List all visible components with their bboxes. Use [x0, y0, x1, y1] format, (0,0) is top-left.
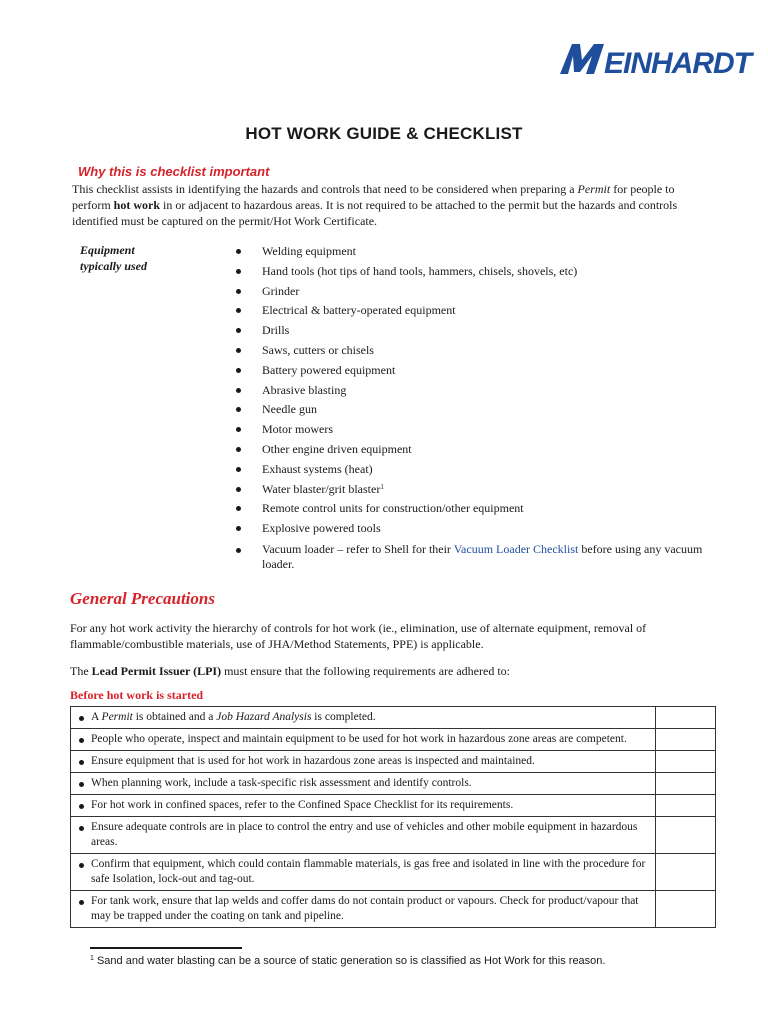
- checklist-item: Ensure equipment that is used for hot work in hazardous zone areas is inspected and maintained.: [71, 751, 656, 773]
- lpi-statement: The Lead Permit Issuer (LPI) must ensure that the following requirements are adhered to:: [70, 664, 511, 678]
- checklist-item: For hot work in confined spaces, refer to the Confined Space Checklist for its requirements.: [71, 795, 656, 817]
- bullet-icon: [79, 826, 84, 831]
- checklist-item: When planning work, include a task-specific risk assessment and identify controls.: [71, 773, 656, 795]
- checkbox-cell[interactable]: [656, 795, 716, 817]
- bullet-icon: [236, 447, 241, 452]
- bullet-icon: [236, 427, 241, 432]
- table-row: [71, 795, 716, 817]
- list-item: Exhaust systems (heat): [236, 460, 706, 480]
- vacuum-loader-checklist-link[interactable]: Vacuum Loader Checklist: [453, 541, 579, 556]
- bullet-icon: [236, 506, 241, 511]
- why-heading: Why this is checklist important: [78, 164, 270, 179]
- list-item: Needle gun: [236, 400, 706, 420]
- list-item: Hand tools (hot tips of hand tools, hammers, chisels, shovels, etc): [236, 262, 706, 282]
- checkbox-cell[interactable]: [656, 707, 716, 729]
- before-hot-work-heading: Before hot work is started: [70, 688, 204, 702]
- footnote-ref[interactable]: 1: [380, 482, 384, 491]
- list-item: Explosive powered tools: [236, 519, 706, 539]
- bullet-icon: [236, 269, 241, 274]
- meinhardt-logo: [560, 40, 751, 80]
- equipment-label: Equipment typically used: [80, 243, 147, 273]
- checklist-item: Ensure adequate controls are in place to control the entry and use of vehicles and other mobile equipment in hazardous areas.: [71, 817, 656, 854]
- checklist-item: People who operate, inspect and maintain equipment to be used for hot work in hazardous zone areas are competent.: [71, 729, 656, 751]
- bullet-icon: [79, 782, 84, 787]
- table-row: [71, 707, 716, 729]
- bullet-icon: [79, 863, 84, 868]
- bullet-icon: [79, 804, 84, 809]
- bullet-icon: [236, 328, 241, 333]
- list-item: Vacuum loader – refer to Shell for their Vacuum Loader Checklist before using any vacuum loader.: [236, 539, 706, 572]
- bullet-icon: [236, 249, 241, 254]
- list-item: Welding equipment: [236, 242, 706, 262]
- bullet-icon: [236, 467, 241, 472]
- checklist-table: [70, 706, 716, 928]
- table-row: [71, 891, 716, 928]
- bullet-icon: [236, 308, 241, 313]
- list-item: Remote control units for construction/other equipment: [236, 499, 706, 519]
- checkbox-cell[interactable]: [656, 773, 716, 795]
- list-item: Drills: [236, 321, 706, 341]
- checkbox-cell[interactable]: [656, 729, 716, 751]
- bullet-icon: [236, 388, 241, 393]
- list-item: Other engine driven equipment: [236, 440, 706, 460]
- bullet-icon: [79, 900, 84, 905]
- checklist-item: A Permit is obtained and a Job Hazard Analysis is completed.: [71, 707, 656, 729]
- footnote-separator: [90, 947, 242, 949]
- intro-paragraph: This checklist assists in identifying the hazards and controls that need to be considered when preparing a Permit for people to perform hot work in or adjacent to hazardous areas. It is not required to be attached to the permit but the hazards and controls identified must be captured on the permit/Hot Work Certificate.: [72, 182, 678, 228]
- bullet-icon: [236, 289, 241, 294]
- list-item: Abrasive blasting: [236, 381, 706, 401]
- bullet-icon: [236, 548, 241, 553]
- bullet-icon: [236, 487, 241, 492]
- checkbox-cell[interactable]: [656, 854, 716, 891]
- table-row: [71, 854, 716, 891]
- checkbox-cell[interactable]: [656, 891, 716, 928]
- bullet-icon: [236, 368, 241, 373]
- table-row: [71, 729, 716, 751]
- list-item: Electrical & battery-operated equipment: [236, 301, 706, 321]
- list-item: Motor mowers: [236, 420, 706, 440]
- footnote: $^1$ Sand and water blasting can be a source of static generation so is classified as Hot Work for this reason.: [90, 955, 606, 967]
- checkbox-cell[interactable]: [656, 817, 716, 854]
- bullet-icon: [79, 716, 84, 721]
- bullet-icon: [236, 526, 241, 531]
- table-row: [71, 817, 716, 854]
- bullet-icon: [79, 738, 84, 743]
- document-title: HOT WORK GUIDE & CHECKLIST: [245, 124, 523, 143]
- checklist-item: For tank work, ensure that lap welds and coffer dams do not contain product or vapours. Check for product/vapour that may be trapped under the coating on tank and pipeline.: [71, 891, 656, 928]
- checklist-item: Confirm that equipment, which could contain flammable materials, is gas free and isolated in line with the procedure for safe Isolation, lock-out and tag-out.: [71, 854, 656, 891]
- bullet-icon: [236, 407, 241, 412]
- bullet-icon: [79, 760, 84, 765]
- equipment-list: [236, 242, 706, 572]
- general-precautions-heading: General Precautions: [70, 589, 215, 608]
- table-row: [71, 773, 716, 795]
- list-item: Water blaster/grit blaster$^1$: [236, 480, 706, 500]
- list-item: Grinder: [236, 282, 706, 302]
- general-precautions-text: For any hot work activity the hierarchy of controls for hot work (ie., elimination, use of alternate equipment, removal of flammable/combustible materials, use of JHA/Method Statements, PPE) is applicable.: [70, 621, 647, 651]
- list-item: Battery powered equipment: [236, 361, 706, 381]
- table-row: [71, 751, 716, 773]
- svg-text:EINHARDT: EINHARDT: [604, 47, 751, 80]
- list-item: Saws, cutters or chisels: [236, 341, 706, 361]
- checkbox-cell[interactable]: [656, 751, 716, 773]
- bullet-icon: [236, 348, 241, 353]
